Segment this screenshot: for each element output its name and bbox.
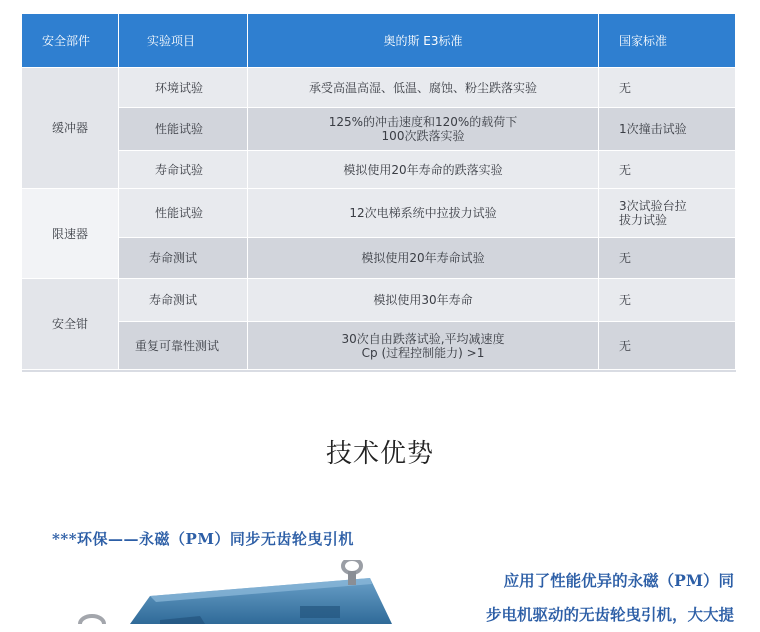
- feature-description: [404, 564, 734, 632]
- table-cell-national: 无: [599, 322, 736, 370]
- table-cell-national: 3次试验台拉拔力试验: [599, 189, 736, 238]
- table-cell-national: 无: [599, 151, 736, 189]
- header-national-standard: 国家标准: [599, 14, 736, 68]
- table-cell-item: 环境试验: [119, 68, 248, 108]
- component-buffer: 缓冲器: [22, 68, 119, 189]
- table-cell-otis: 模拟使用20年寿命试验: [248, 238, 599, 279]
- feature-text-line2: 步电机驱动的无齿轮曳引机，大大提: [485, 605, 734, 624]
- traction-machine-illustration: [0, 560, 400, 624]
- header-test-item: 实验项目: [119, 14, 248, 68]
- table-cell-otis: 承受高温高湿、低温、腐蚀、粉尘跌落实验: [248, 68, 599, 108]
- table-cell-otis: 12次电梯系统中拉拔力试验: [248, 189, 599, 238]
- table-cell-national: 无: [599, 68, 736, 108]
- component-speed-governor: 限速器: [22, 189, 119, 279]
- table-cell-otis: 30次自由跌落试验,平均减速度Cp (过程控制能力) >1: [248, 322, 599, 370]
- table-cell-otis: 模拟使用30年寿命: [248, 279, 599, 322]
- feature-title: ***环保——永磁（PM）同步无齿轮曳引机: [52, 530, 354, 548]
- component-safety-gear: 安全钳: [22, 279, 119, 370]
- table-cell-otis: 125%的冲击速度和120%的载荷下100次跌落实验: [248, 108, 599, 151]
- table-cell-item: 性能试验: [119, 108, 248, 151]
- table-cell-item: 寿命测试: [119, 279, 248, 322]
- table-cell-item: 性能试验: [119, 189, 248, 238]
- table-cell-national: 无: [599, 279, 736, 322]
- table-cell-otis: 模拟使用20年寿命的跌落实验: [248, 151, 599, 189]
- traction-machine-image: [0, 560, 400, 624]
- header-component: 安全部件: [22, 14, 119, 68]
- table-cell-item: 重复可靠性测试: [119, 322, 248, 370]
- section-title: 技术优势: [325, 439, 434, 469]
- table-cell-item: 寿命试验: [119, 151, 248, 189]
- table-cell-national: 无: [599, 238, 736, 279]
- feature-text-line1: 应用了性能优异的永磁（PM）同: [503, 571, 734, 590]
- table-cell-national: 1次撞击试验: [599, 108, 736, 151]
- header-otis-standard: 奥的斯 E3标准: [248, 14, 599, 68]
- table-cell-item: 寿命测试: [119, 238, 248, 279]
- safety-test-table: [22, 14, 736, 372]
